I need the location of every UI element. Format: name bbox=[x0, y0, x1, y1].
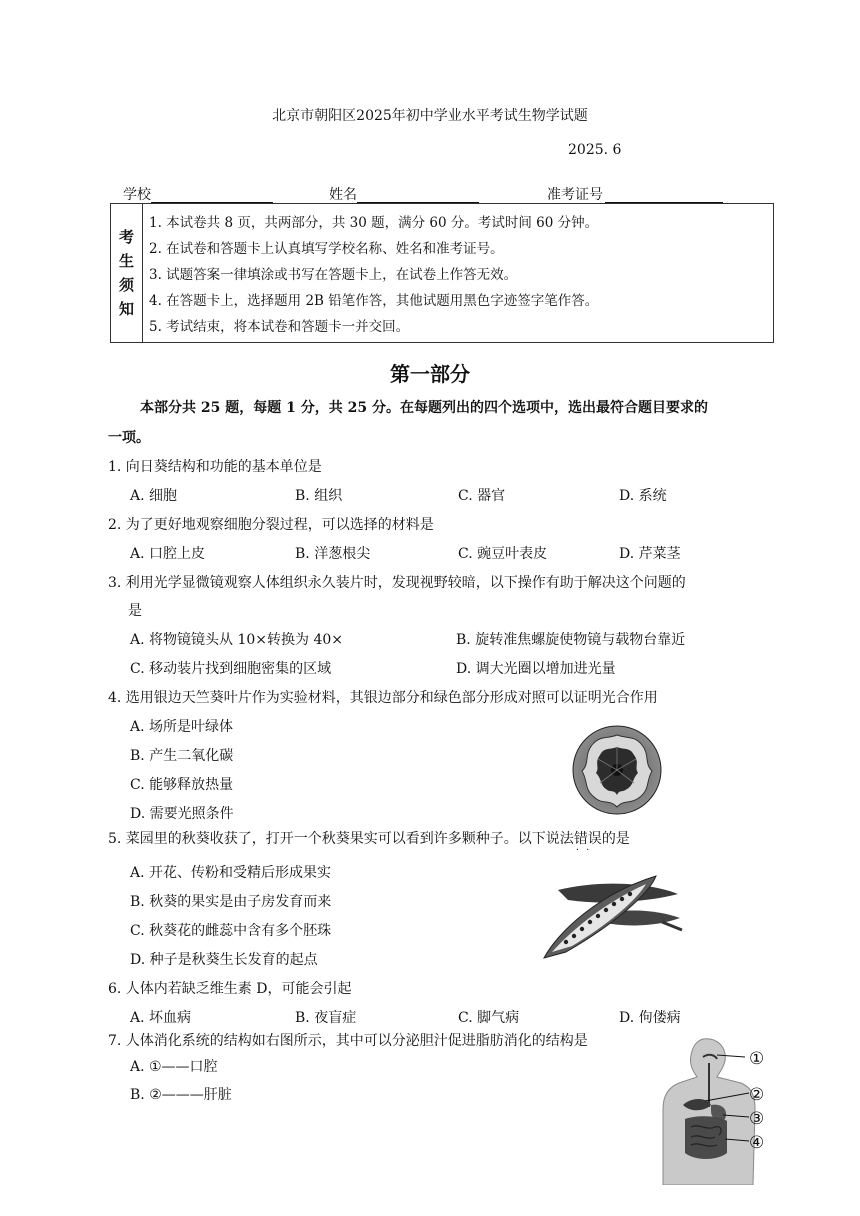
q3-option-b: B. 旋转准焦螺旋使物镜与载物台靠近 bbox=[456, 632, 686, 648]
question-5-stem: 5. 菜园里的秋葵收获了，打开一个秋葵果实可以看到许多颗种子。以下说法错误 · ·的是 bbox=[108, 828, 630, 848]
notice-item: 4. 在答题卡上，选择题用 2B 铅笔作答，其他试题用黑色字迹签字笔作答。 bbox=[149, 293, 599, 309]
okra-fruit-image bbox=[538, 872, 688, 964]
notice-item: 2. 在试卷和答题卡上认真填写学校名称、姓名和准考证号。 bbox=[149, 241, 504, 257]
q4-option-a: A. 场所是叶绿体 bbox=[130, 719, 234, 735]
part-one-intro: 本部分共 25 题，每题 1 分，共 25 分。在每题列出的四个选项中，选出最符合题目要求的 bbox=[140, 400, 708, 416]
q7-option-a: A. ①——口腔 bbox=[130, 1059, 218, 1075]
q2-option-c: C. 豌豆叶表皮 bbox=[458, 546, 548, 562]
question-7-stem: 7. 人体消化系统的结构如右图所示，其中可以分泌胆汁促进脂肪消化的结构是 bbox=[108, 1033, 588, 1049]
notice-item: 3. 试题答案一律填涂或书写在答题卡上，在试卷上作答无效。 bbox=[149, 267, 518, 283]
q4-option-c: C. 能够释放热量 bbox=[130, 777, 234, 793]
exam-title: 北京市朝阳区2025年初中学业水平考试生物学试题 bbox=[272, 108, 588, 124]
digestive-system-image bbox=[655, 1035, 795, 1185]
q4-option-d: D. 需要光照条件 bbox=[130, 806, 234, 822]
figure-label-1: ① bbox=[749, 1049, 765, 1069]
q1-option-d: D. 系统 bbox=[619, 488, 667, 504]
candidate-notice-box bbox=[110, 203, 774, 343]
q5-option-d: D. 种子是秋葵生长发育的起点 bbox=[130, 952, 318, 968]
figure-label-4: ④ bbox=[749, 1133, 765, 1153]
question-4-stem: 4. 选用银边天竺葵叶片作为实验材料，其银边部分和绿色部分形成对照可以证明光合作用 bbox=[108, 690, 658, 706]
part-one-title: 第一部分 bbox=[390, 362, 470, 386]
question-2-stem: 2. 为了更好地观察细胞分裂过程，可以选择的材料是 bbox=[108, 517, 434, 533]
q6-option-c: C. 脚气病 bbox=[458, 1010, 520, 1026]
geranium-leaf-image bbox=[572, 725, 662, 815]
notice-item: 1. 本试卷共 8 页，共两部分，共 30 题，满分 60 分。考试时间 60 分钟。 bbox=[149, 215, 599, 231]
emphasis-word: 错误 · · bbox=[574, 831, 602, 847]
name-label: 姓名 bbox=[329, 187, 357, 203]
school-label: 学校 bbox=[123, 187, 151, 203]
notice-item: 5. 考试结束，将本试卷和答题卡一并交回。 bbox=[149, 319, 410, 335]
q6-option-a: A. 坏血病 bbox=[130, 1010, 192, 1026]
q1-option-b: B. 组织 bbox=[295, 488, 343, 504]
figure-label-2: ② bbox=[749, 1085, 765, 1105]
q3-option-a: A. 将物镜镜头从 10×转换为 40× bbox=[130, 632, 344, 648]
q2-option-b: B. 洋葱根尖 bbox=[295, 546, 371, 562]
figure-label-3: ③ bbox=[749, 1109, 765, 1129]
notice-list bbox=[149, 210, 598, 340]
q3-option-c: C. 移动装片找到细胞密集的区域 bbox=[130, 661, 332, 677]
q6-option-d: D. 佝偻病 bbox=[619, 1010, 681, 1026]
q1-option-a: A. 细胞 bbox=[130, 488, 178, 504]
question-3-stem-cont: 是 bbox=[128, 603, 142, 619]
q5-option-a: A. 开花、传粉和受精后形成果实 bbox=[130, 865, 332, 881]
notice-heading: 考 生 须 知 bbox=[111, 204, 143, 342]
q5-option-c: C. 秋葵花的雌蕊中含有多个胚珠 bbox=[130, 923, 332, 939]
q2-option-a: A. 口腔上皮 bbox=[130, 546, 206, 562]
q1-option-c: C. 器官 bbox=[458, 488, 506, 504]
q4-option-b: B. 产生二氧化碳 bbox=[130, 748, 234, 764]
q6-option-b: B. 夜盲症 bbox=[295, 1010, 357, 1026]
q5-option-b: B. 秋葵的果实是由子房发育而来 bbox=[130, 894, 332, 910]
q2-option-d: D. 芹菜茎 bbox=[619, 546, 681, 562]
q7-option-b: B. ②———肝脏 bbox=[130, 1087, 232, 1103]
q3-option-d: D. 调大光圈以增加进光量 bbox=[456, 661, 616, 677]
part-one-intro-cont: 一项。 bbox=[108, 430, 150, 446]
question-3-stem: 3. 利用光学显微镜观察人体组织永久装片时，发现视野较暗，以下操作有助于解决这个问题的 bbox=[108, 575, 686, 591]
exam-date: 2025. 6 bbox=[568, 142, 622, 158]
question-6-stem: 6. 人体内若缺乏维生素 D，可能会引起 bbox=[108, 981, 352, 997]
question-1-stem: 1. 向日葵结构和功能的基本单位是 bbox=[108, 459, 322, 475]
exam-id-label: 准考证号 bbox=[547, 187, 603, 203]
